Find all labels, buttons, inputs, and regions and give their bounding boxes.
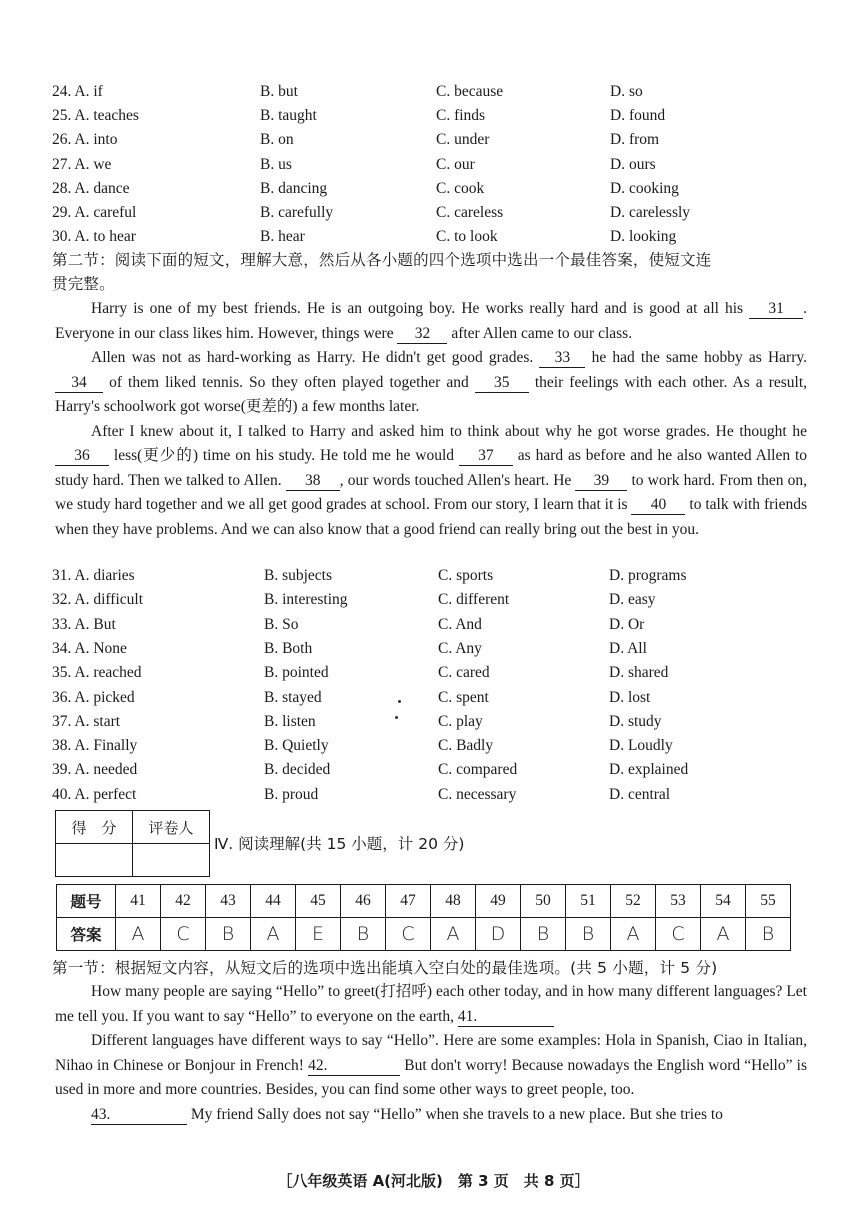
question-number-cell: 52 (611, 885, 656, 918)
text: Different languages have different ways to say “Hello”. Here are some examples: Hola in Spanish, Ciao in Italian, Nihao in Chinese or Bonjour in French! (55, 1032, 807, 1074)
option-c: C. to look (436, 228, 498, 246)
option-a-text: A. None (74, 639, 127, 657)
option-b: B. on (260, 131, 294, 149)
option-c: C. different (438, 591, 510, 609)
section2-title-line1: 第二节：阅读下面的短文，理解大意，然后从各小题的四个选项中选出一个最佳答案，使短文连 (52, 251, 712, 269)
question-number: 37. (52, 712, 72, 730)
question-number-cell: 54 (701, 885, 746, 918)
option-d: D. central (609, 785, 671, 803)
option-a (52, 128, 117, 152)
text: to work hard. From then on, we study hard together and we all get good grades at school. From our story, I learn that it is (55, 471, 808, 513)
option-d: D. shared (609, 664, 669, 682)
text: How many people are saying “Hello” to greet(打招呼) each other today, and in how many different languages? Let me tell you. If you want to say “Hello” to everyone on the earth, (55, 983, 807, 1025)
answer-cell: B (566, 918, 611, 951)
option-a (52, 153, 111, 177)
option-d: D. looking (610, 228, 677, 246)
option-a (52, 758, 137, 782)
option-c: C. because (436, 83, 504, 100)
score-box (55, 810, 210, 877)
question-number: 36. (52, 688, 72, 706)
option-b: B. us (260, 155, 292, 173)
option-row (0, 758, 867, 782)
blank-31: 31 (749, 300, 803, 319)
text: . Everyone in our class likes him. However, things were (55, 300, 808, 342)
option-d: D. All (609, 639, 647, 657)
option-d: D. cooking (610, 179, 679, 197)
option-d: D. found (610, 107, 666, 125)
blank-40: 40 (631, 496, 685, 515)
answer-cell: A (611, 918, 656, 951)
question-number: 29. (52, 204, 72, 221)
option-a-text: A. difficult (74, 591, 143, 609)
option-a (52, 201, 136, 225)
part4-title: Ⅳ. 阅读理解(共 15 小题，计 20 分) (214, 835, 465, 853)
option-a-text: A. teaches (74, 107, 139, 125)
option-row (0, 104, 867, 128)
text: as hard as before and he also wanted Allen to study hard. Then we talked to Allen. (55, 447, 808, 489)
option-row (0, 710, 867, 734)
option-row (0, 128, 867, 152)
section1-title: 第一节：根据短文内容，从短文后的选项中选出能填入空白处的最佳选项。(共 5 小题，计 5 分) (52, 959, 718, 977)
option-c: C. cared (438, 664, 490, 682)
answer-table-answers-row (57, 918, 791, 951)
question-number-cell: 43 (206, 885, 251, 918)
question-number: 28. (52, 179, 72, 197)
option-b: B. listen (264, 712, 316, 730)
option-a-text: A. start (74, 712, 121, 730)
option-d: D. so (610, 83, 643, 100)
option-a-text: A. reached (74, 664, 142, 682)
question-number-cell: 45 (296, 885, 341, 918)
blank-37: 37 (459, 447, 513, 466)
option-b: B. taught (260, 107, 317, 125)
option-d: D. explained (609, 761, 689, 779)
text: of them liked tennis. So they often played together and (109, 373, 469, 391)
option-a-text: A. if (74, 83, 103, 100)
option-c: C. play (438, 712, 483, 730)
row-label-answer: 答案 (57, 918, 116, 951)
answer-cell: C (656, 918, 701, 951)
option-d: D. Or (609, 615, 645, 633)
option-c: C. careless (436, 204, 504, 221)
reading-paragraph-1 (55, 980, 807, 1029)
row-label-number: 题号 (57, 885, 116, 918)
text: After I knew about it, I talked to Harry and asked him to think about why he got worse grades. He thought he (91, 422, 807, 440)
option-c: C. And (438, 615, 482, 633)
option-a-text: A. But (74, 615, 116, 633)
option-a-text: A. careful (74, 204, 137, 221)
question-number: 27. (52, 155, 72, 173)
scan-speck (395, 716, 398, 719)
question-number-cell: 46 (341, 885, 386, 918)
option-d: D. from (610, 131, 660, 149)
option-a-text: A. picked (74, 688, 135, 706)
question-number: 25. (52, 107, 72, 125)
option-c: C. our (436, 155, 475, 173)
grader-cell (133, 844, 210, 877)
answer-table-numbers-row (57, 885, 791, 918)
option-row (0, 153, 867, 177)
option-a (52, 637, 127, 661)
option-b: B. Both (264, 639, 313, 657)
option-d: D. carelessly (610, 204, 691, 221)
option-a-text: A. diaries (74, 567, 135, 584)
option-c: C. Any (438, 639, 482, 657)
question-number-cell: 48 (431, 885, 476, 918)
question-number-cell: 41 (116, 885, 161, 918)
question-number-cell: 49 (476, 885, 521, 918)
option-c: C. finds (436, 107, 486, 125)
option-d: D. study (609, 712, 662, 730)
text: Harry is one of my best friends. He is an outgoing boy. He works really hard and is good at all his (91, 300, 744, 317)
paragraph-2 (55, 346, 807, 420)
option-a (52, 734, 137, 758)
text: he had the same hobby as Harry. (591, 349, 807, 366)
option-b: B. subjects (264, 567, 333, 584)
option-row (0, 201, 867, 225)
question-number-cell: 44 (251, 885, 296, 918)
option-a (52, 588, 143, 612)
answer-cell: C (386, 918, 431, 951)
option-b: B. pointed (264, 664, 329, 682)
blank-34: 34 (55, 374, 103, 393)
blank-39: 39 (575, 472, 627, 491)
option-row (0, 225, 867, 249)
option-a-text: A. dance (74, 179, 130, 197)
reading-paragraph-2 (55, 1029, 807, 1103)
question-number-cell: 55 (746, 885, 791, 918)
option-row (0, 783, 867, 807)
question-number: 40. (52, 785, 72, 803)
option-a (52, 661, 142, 685)
option-b: B. So (264, 615, 299, 633)
option-row (0, 177, 867, 201)
option-b: B. dancing (260, 179, 328, 197)
option-d: D. programs (609, 567, 687, 584)
answer-cell: A (431, 918, 476, 951)
answer-cell: B (521, 918, 566, 951)
option-b: B. hear (260, 228, 305, 246)
scan-speck (398, 700, 401, 703)
option-a-text: A. into (74, 131, 118, 149)
answer-cell: A (251, 918, 296, 951)
option-a (52, 80, 103, 104)
option-a (52, 613, 116, 637)
answer-cell: C (161, 918, 206, 951)
option-a (52, 177, 130, 201)
text: after Allen came to our class. (451, 324, 633, 342)
question-number: 26. (52, 131, 72, 149)
option-b: B. interesting (264, 591, 348, 609)
blank-35: 35 (475, 374, 529, 393)
option-a-text: A. we (74, 155, 112, 173)
option-row (0, 588, 867, 612)
option-c: C. sports (438, 567, 494, 584)
question-number: 32. (52, 591, 72, 609)
option-a (52, 564, 135, 588)
question-number: 31. (52, 567, 72, 584)
text: their feelings with each other. As a result, Harry's schoolwork got worse(更差的) a few months later. (55, 373, 808, 415)
option-b: B. Quietly (264, 737, 329, 755)
grader-label: 评卷人 (133, 811, 210, 844)
option-a (52, 225, 136, 249)
question-number: 39. (52, 761, 72, 779)
answer-cell: D (476, 918, 521, 951)
question-number-cell: 53 (656, 885, 701, 918)
answer-cell: B (746, 918, 791, 951)
option-a (52, 783, 136, 807)
option-a-text: A. Finally (74, 737, 138, 755)
option-row (0, 80, 867, 104)
option-row (0, 686, 867, 710)
question-number: 34. (52, 639, 72, 657)
answer-cell: A (116, 918, 161, 951)
question-number: 33. (52, 615, 72, 633)
text: less(更少的) time on his study. He told me he would (113, 447, 454, 464)
blank-33: 33 (539, 349, 585, 368)
option-row (0, 637, 867, 661)
option-c: C. under (436, 131, 490, 149)
blank-43: 43. (91, 1106, 187, 1125)
question-number-cell: 51 (566, 885, 611, 918)
option-c: C. cook (436, 179, 485, 197)
option-a-text: A. perfect (74, 785, 137, 803)
option-c: C. Badly (438, 737, 494, 755)
option-row (0, 734, 867, 758)
score-label: 得 分 (56, 811, 133, 844)
question-number-cell: 50 (521, 885, 566, 918)
question-number-cell: 47 (386, 885, 431, 918)
paragraph-1 (55, 297, 807, 346)
option-d: D. easy (609, 591, 656, 609)
answer-table (56, 884, 791, 951)
option-a-text: A. needed (74, 761, 138, 779)
answer-cell: B (341, 918, 386, 951)
question-number: 24. (52, 83, 72, 100)
option-b: B. but (260, 83, 298, 100)
option-a (52, 686, 135, 710)
section2-title (52, 248, 812, 296)
text: , our words touched Allen's heart. He (339, 471, 572, 489)
option-c: C. spent (438, 688, 489, 706)
option-d: D. ours (610, 155, 656, 173)
blank-38: 38 (286, 472, 340, 491)
blank-32: 32 (397, 325, 447, 344)
answer-cell: A (701, 918, 746, 951)
text: Allen was not as hard-working as Harry. He didn't get good grades. (91, 349, 534, 366)
answer-cell: E (296, 918, 341, 951)
option-a (52, 710, 120, 734)
text: My friend Sally does not say “Hello” when she travels to a new place. But she tries to (190, 1105, 723, 1123)
option-row (0, 661, 867, 685)
option-d: D. Loudly (609, 737, 673, 755)
question-number-cell: 42 (161, 885, 206, 918)
text: But don't worry! Because nowadays the English word “Hello” is used in more and more countries. Besides, you can find some other ways to greet people, too. (55, 1056, 808, 1098)
option-b: B. carefully (260, 204, 334, 221)
section2-title-line2: 贯完整。 (52, 275, 115, 293)
question-number: 35. (52, 664, 72, 682)
option-d: D. lost (609, 688, 651, 706)
option-row (0, 613, 867, 637)
option-c: C. necessary (438, 785, 517, 803)
blank-41: 41. (458, 1008, 554, 1027)
option-b: B. decided (264, 761, 331, 779)
passage-cloze (55, 297, 807, 542)
text: to talk with friends when they have problems. And we can also know that a good friend can really bring out the best in you. (55, 496, 808, 538)
question-number: 30. (52, 228, 72, 246)
option-a-text: A. to hear (74, 228, 136, 246)
option-row (0, 564, 867, 588)
answer-cell: B (206, 918, 251, 951)
score-cell (56, 844, 133, 877)
blank-42: 42. (308, 1057, 400, 1076)
blank-36: 36 (55, 447, 109, 466)
option-c: C. compared (438, 761, 518, 779)
option-b: B. proud (264, 785, 319, 803)
page-footer: ［八年级英语 A(河北版) 第 3 页 共 8 页］ (277, 1172, 590, 1190)
passage-reading (55, 980, 807, 1127)
option-a (52, 104, 139, 128)
question-number: 38. (52, 737, 72, 755)
option-b: B. stayed (264, 688, 322, 706)
paragraph-3 (55, 420, 807, 543)
reading-paragraph-3 (55, 1103, 807, 1128)
